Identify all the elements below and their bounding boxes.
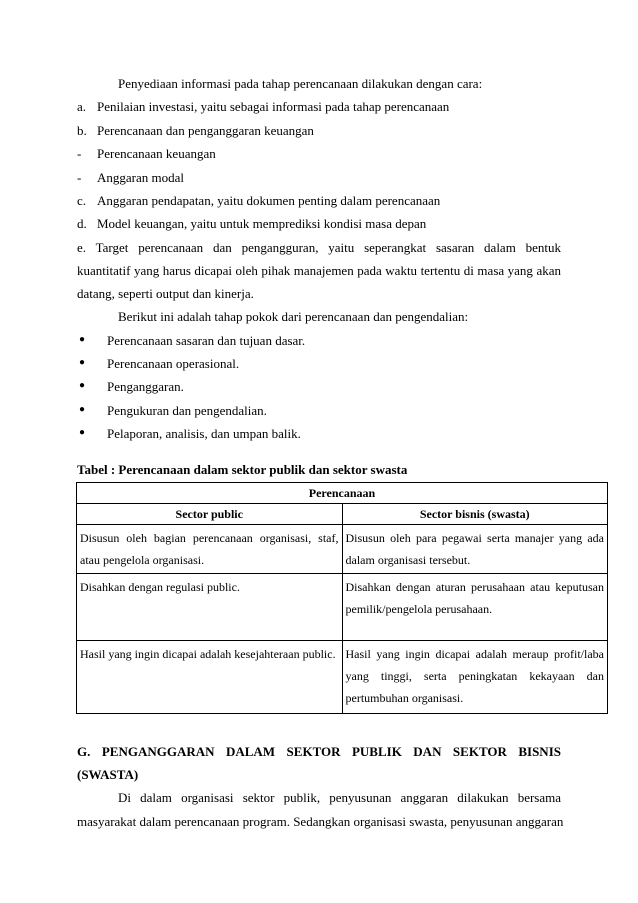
bullet-dot-icon: ● <box>79 380 86 391</box>
list-item-text: Perencanaan dan penganggaran keuangan <box>97 123 314 138</box>
list-item-text: Anggaran modal <box>97 170 185 185</box>
table-caption: Tabel : Perencanaan dalam sektor publik dan sektor swasta <box>77 462 408 477</box>
table-cell: Disahkan dengan aturan perusahaan atau keputusan pemilik/pengelola perusahaan. <box>342 574 608 641</box>
table-row <box>77 641 608 714</box>
bullet-dot-icon: ● <box>79 427 86 438</box>
list-item-text: Model keuangan, yaitu untuk memprediksi kondisi masa depan <box>97 216 427 231</box>
list-marker: - <box>77 146 82 161</box>
bullet-text: Pelaporan, analisis, dan umpan balik. <box>107 426 301 441</box>
list-marker: e. <box>77 240 87 255</box>
planning-table <box>76 482 608 714</box>
table-cell: Disusun oleh para pegawai serta manajer yang ada dalam organisasi tersebut. <box>342 525 608 574</box>
table-cell: Hasil yang ingin dicapai adalah meraup profit/laba yang tinggi, serta peningkatan kekayaan dan pertumbuhan organisasi. <box>342 641 608 714</box>
list-item-text: Perencanaan keuangan <box>97 146 216 161</box>
bullet-text: Penganggaran. <box>107 379 184 394</box>
list-item <box>77 170 561 186</box>
bullet-dot-icon: ● <box>79 404 86 415</box>
table-row <box>77 574 608 641</box>
list-marker: - <box>77 170 82 185</box>
intro-text: Penyediaan informasi pada tahap perencanaan dilakukan dengan cara: <box>118 76 483 91</box>
list-item <box>77 146 561 162</box>
bullet-text: Pengukuran dan pengendalian. <box>107 403 267 418</box>
list-item <box>77 193 561 209</box>
bullet-dot-icon: ● <box>79 357 86 368</box>
table-cell: Hasil yang ingin dicapai adalah kesejahteraan public. <box>77 641 343 714</box>
list-item-text: Anggaran pendapatan, yaitu dokumen penting dalam perencanaan <box>97 193 441 208</box>
list-item <box>77 216 561 232</box>
list-item-e-line3: datang, seperti output dan kinerja. <box>77 286 254 301</box>
column-header-business: Sector bisnis (swasta) <box>342 504 608 525</box>
list-marker: c. <box>77 193 87 208</box>
section-heading: G. PENGANGGARAN DALAM SEKTOR PUBLIK DAN SEKTOR BISNIS <box>77 744 561 759</box>
column-header-public: Sector public <box>77 504 343 525</box>
list-item <box>77 123 561 139</box>
list-marker: d. <box>77 216 87 231</box>
bullet-dot-icon: ● <box>79 334 86 345</box>
section-heading-cont: (SWASTA) <box>77 767 139 782</box>
list-item <box>77 99 561 115</box>
table-cell: Disahkan dengan regulasi public. <box>77 574 343 641</box>
bullet-text: Perencanaan sasaran dan tujuan dasar. <box>107 333 306 348</box>
list-item-e-line1 <box>77 240 561 256</box>
list-item-text: Target perencanaan dan pengangguran, yaitu seperangkat sasaran dalam bentuk <box>95 240 562 255</box>
list-marker: a. <box>77 99 87 114</box>
list-item-e-line2: kuantitatif yang harus dicapai oleh pihak manajemen pada waktu tertentu di masa yang akan <box>77 263 561 278</box>
table-cell: Disusun oleh bagian perencanaan organisasi, staf, atau pengelola organisasi. <box>77 525 343 574</box>
table-header: Perencanaan <box>77 483 608 504</box>
paragraph-line: Di dalam organisasi sektor publik, penyusunan anggaran dilakukan bersama <box>118 790 561 805</box>
table-row <box>77 525 608 574</box>
list-marker: b. <box>77 123 87 138</box>
list-item-text: Penilaian investasi, yaitu sebagai informasi pada tahap perencanaan <box>97 99 450 114</box>
stages-intro: Berikut ini adalah tahap pokok dari perencanaan dan pengendalian: <box>118 309 469 324</box>
paragraph-line: masyarakat dalam perencanaan program. Sedangkan organisasi swasta, penyusunan anggaran <box>77 814 564 829</box>
bullet-text: Perencanaan operasional. <box>107 356 240 371</box>
